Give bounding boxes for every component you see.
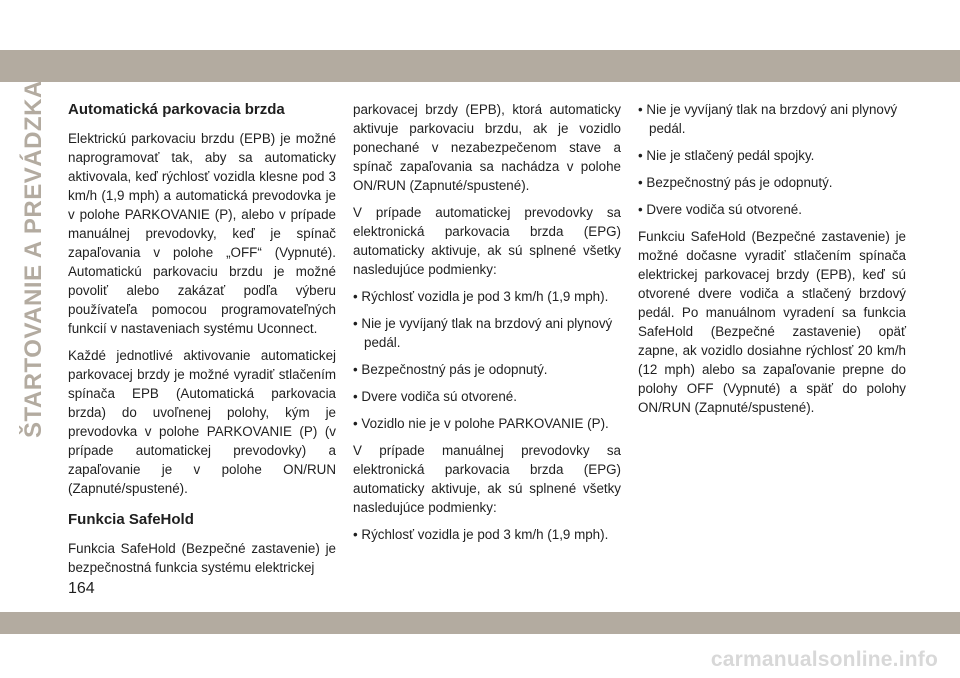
section-side-title: ŠTARTOVANIE A PREVÁDZKA [20,80,47,438]
paragraph: parkovacej brzdy (EPB), ktorá automaticky aktivuje parkovaciu brzdu, ak je vozidlo ponechané v nezabezpečenom stave a spínač zapaľovania sa nachádza v polohe ON/RUN (Zapnuté/spustené). [353,102,621,193]
list-item: • Rýchlosť vozidla je pod 3 km/h (1,9 mph). [353,289,609,304]
list-item: • Nie je vyvíjaný tlak na brzdový ani plynový pedál. [353,316,613,350]
paragraph: V prípade manuálnej prevodovky sa elektronická parkovacia brzda (EPG) automaticky aktivuje, ak sú splnené všetky nasledujúce podmienky: [353,443,621,515]
watermark: carmanualsonline.info [710,648,938,671]
heading-automatic-parking-brake: Automatická parkovacia brzda [68,101,285,118]
footer-band [0,612,960,634]
column-3 [638,100,906,425]
list-item: • Bezpečnostný pás je odopnutý. [638,175,833,190]
paragraph: V prípade automatickej prevodovky sa elektronická parkovacia brzda (EPG) automaticky aktivuje, ak sú splnené všetky nasledujúce podmienky: [353,205,621,277]
paragraph: Elektrickú parkovaciu brzdu (EPB) je možné naprogramovať tak, aby sa automaticky aktivovala, keď rýchlosť vozidla klesne pod 3 km/h (1,9 mph) a automatická prevodovka je v polohe PARKOVANIE (P), alebo v prípade manuálnej prevodovky, keď je spínač zapaľovania v polohe „OFF“ (Vypnuté). Automatickú parkovaciu brzdu je možné povoliť alebo zakázať podľa výberu používateľa pomocou programovateľných funkcií v nastaveniach systému Uconnect. [68,131,336,336]
column-2 [353,100,621,552]
header-band [0,50,960,82]
list-item: • Dvere vodiča sú otvorené. [638,202,802,217]
list-item: • Rýchlosť vozidla je pod 3 km/h (1,9 mph). [353,527,609,542]
heading-safehold: Funkcia SafeHold [68,511,194,528]
page-number: 164 [68,580,95,597]
list-item: • Nie je vyvíjaný tlak na brzdový ani plynový pedál. [638,102,898,136]
column-1 [68,100,336,585]
list-item: • Vozidlo nie je v polohe PARKOVANIE (P). [353,416,609,431]
list-item: • Dvere vodiča sú otvorené. [353,389,517,404]
paragraph: Každé jednotlivé aktivovanie automatickej parkovacej brzdy je možné vyradiť stlačením spínača EPB (Automatická parkovacia brzda) do uvoľnenej polohy, kým je prevodovka v polohe PARKOVANIE (P) (v prípade automatickej prevodovky) a zapaľovanie je v polohe ON/RUN (Zapnuté/spustené). [68,348,336,496]
paragraph: Funkcia SafeHold (Bezpečné zastavenie) je bezpečnostná funkcia systému elektrickej [68,541,336,575]
paragraph: Funkciu SafeHold (Bezpečné zastavenie) je možné dočasne vyradiť stlačením spínača elektrickej parkovacej brzdy (EPB), keď sú otvorené dvere vodiča a stlačený brzdový pedál. Po manuálnom vyradení sa funkcia SafeHold (Bezpečné zastavenie) opäť zapne, ak vozidlo dosiahne rýchlosť 20 km/h (12 mph) alebo sa zapaľovanie prepne do polohy OFF (Vypnuté) a späť do polohy ON/RUN (Zapnuté/spustené). [638,229,906,415]
list-item: • Nie je stlačený pedál spojky. [638,148,815,163]
list-item: • Bezpečnostný pás je odopnutý. [353,362,548,377]
